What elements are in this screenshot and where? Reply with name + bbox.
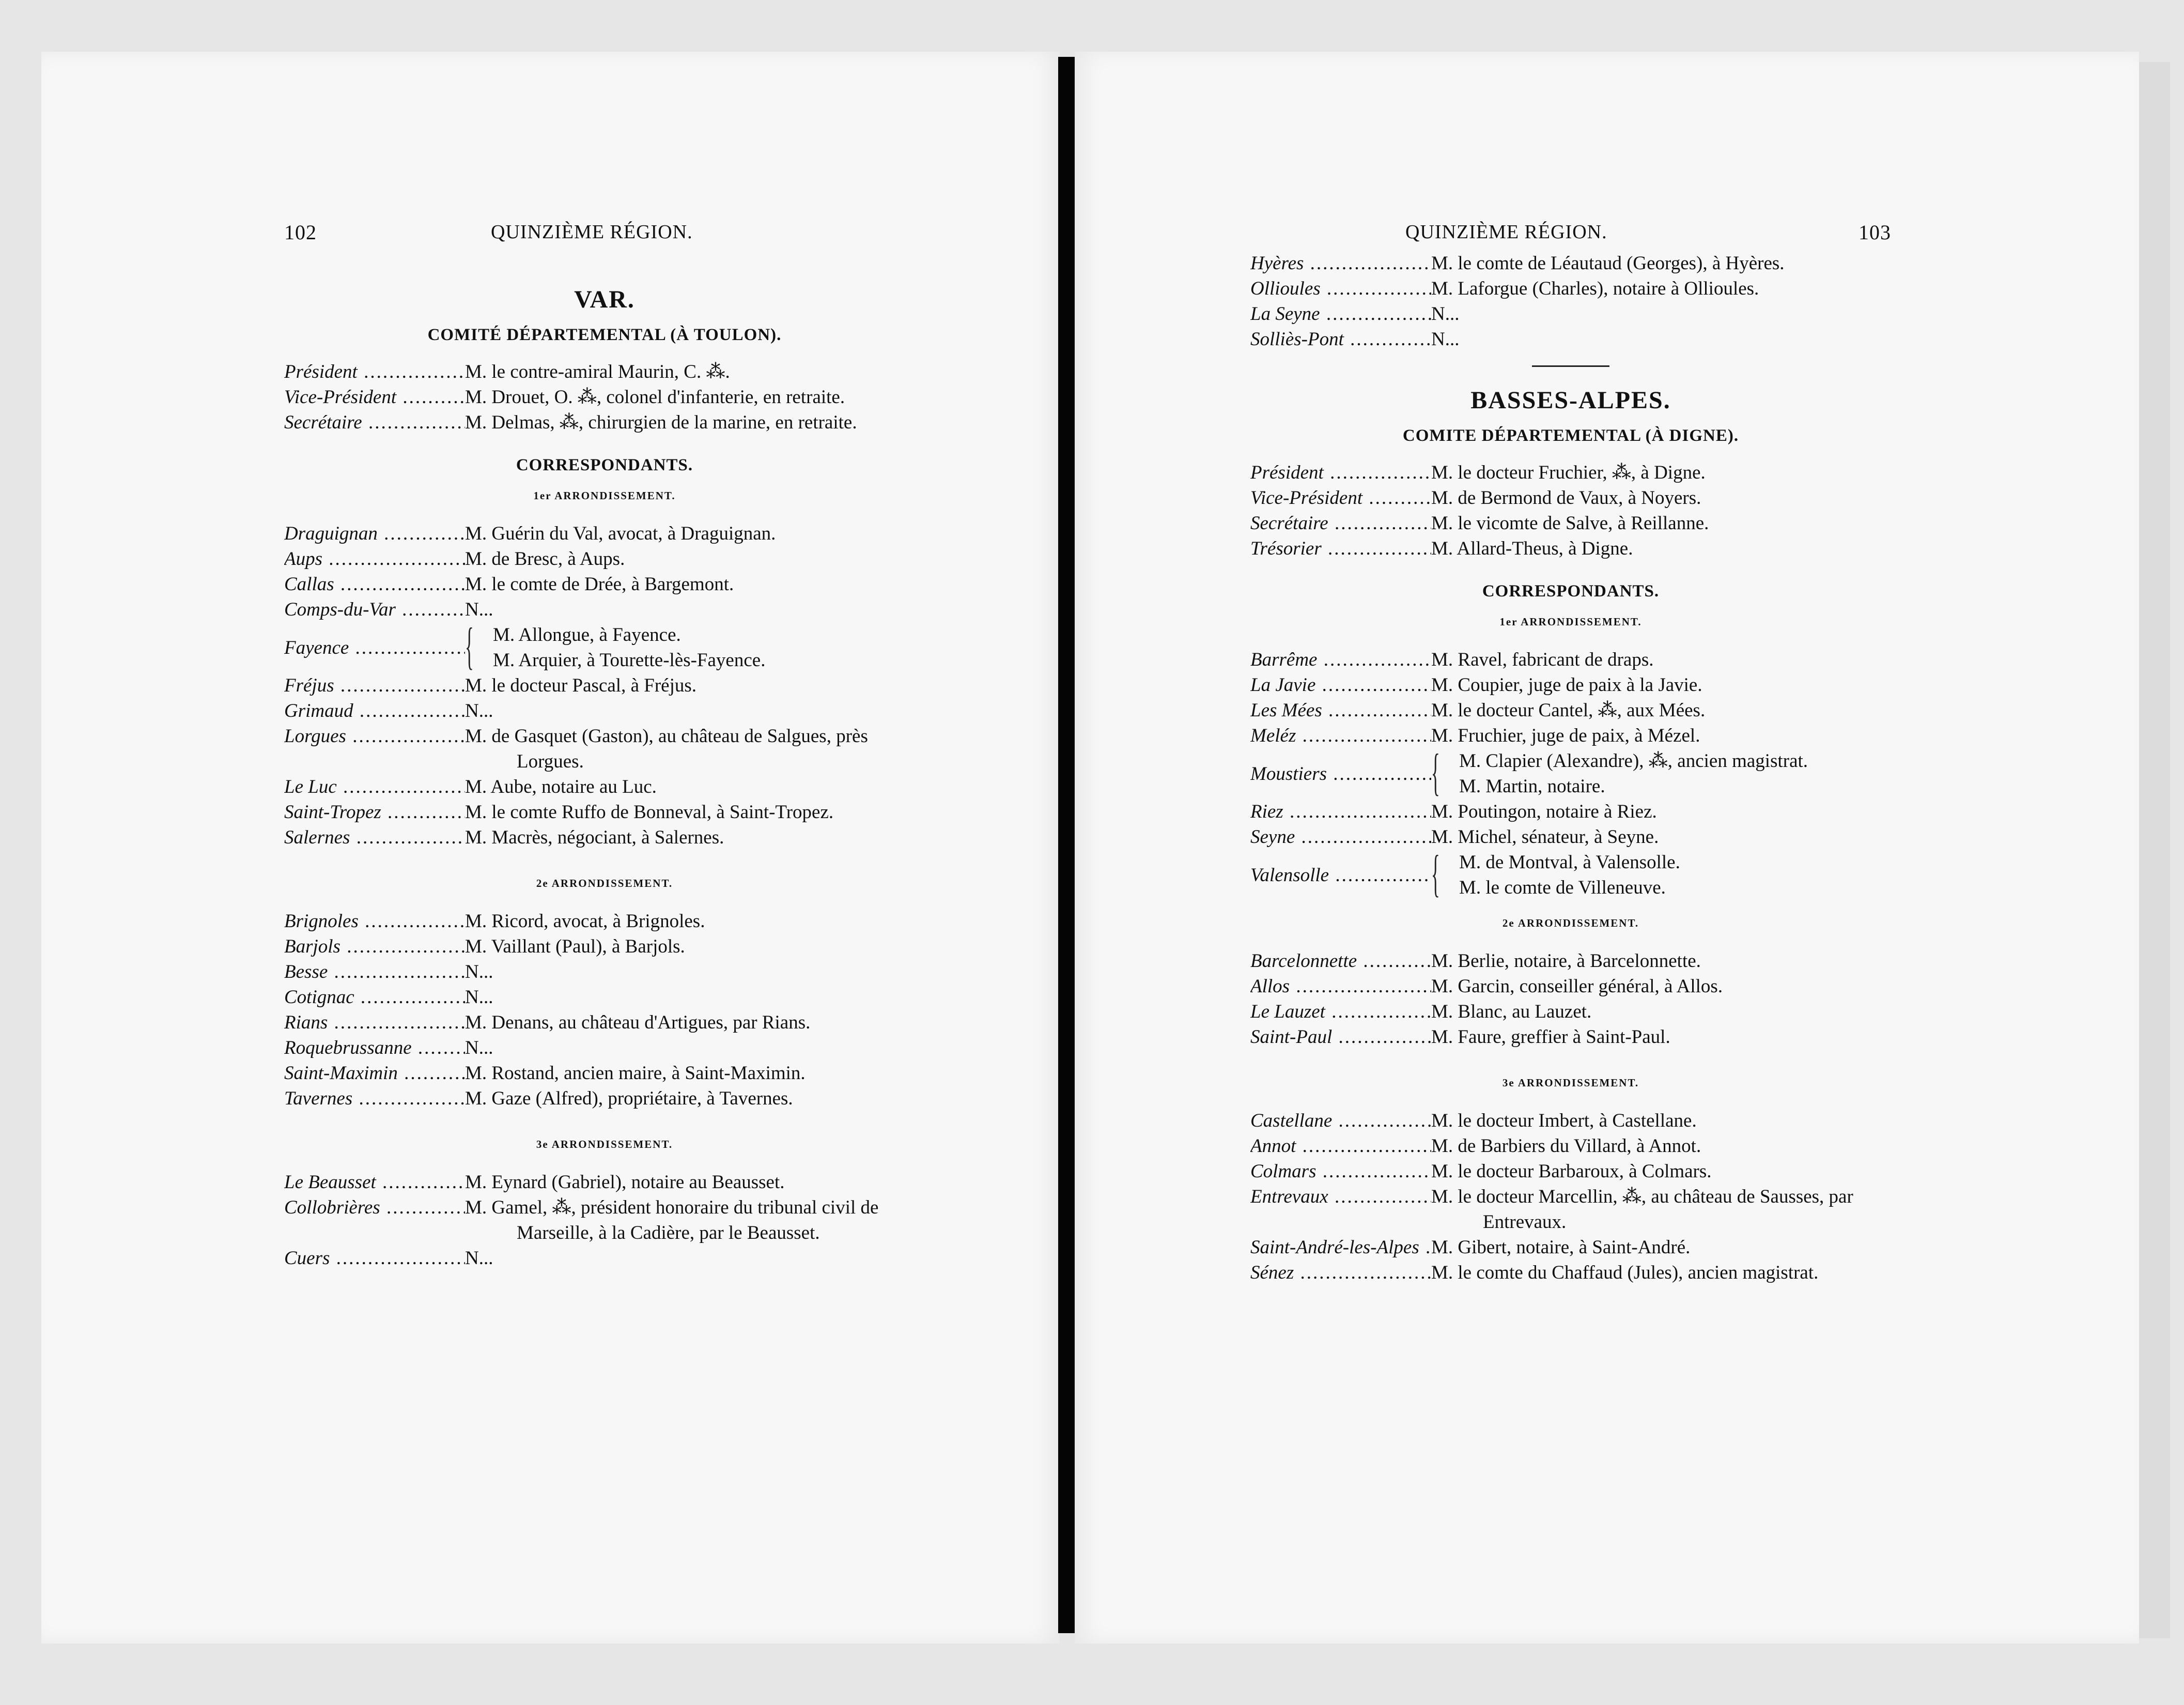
correspondent-details: [1431, 698, 1891, 723]
correspondent-row: [1250, 647, 1891, 672]
place-label: Hyères: [1250, 253, 1304, 274]
correspondent-row: [1250, 799, 1891, 824]
correspondent-row: [1250, 824, 1891, 850]
running-header: [1250, 220, 1891, 251]
correspondent-details: [1431, 723, 1891, 748]
place-label: Rians: [284, 1012, 328, 1033]
place-name: [284, 800, 465, 825]
committee-title: COMITE DÉPARTEMENTAL (À DIGNE).: [1402, 426, 1739, 445]
place-name: [284, 673, 465, 698]
correspondent-row: [284, 521, 925, 546]
correspondent-row: [284, 1170, 925, 1195]
correspondent-row: [1250, 698, 1891, 723]
correspondent-row: [1250, 1108, 1891, 1133]
correspondent-line: M. le docteur Marcellin, ⁂, au château de Sausses, par: [1431, 1186, 1853, 1207]
section-separator: [1532, 365, 1609, 367]
correspondent-line: N...: [465, 987, 493, 1008]
officer-row: [284, 410, 925, 435]
place-label: Barjols: [284, 936, 340, 957]
correspondent-line: M. Arquier, à Tourette-lès-Fayence.: [493, 650, 766, 671]
correspondent-row: [1250, 1133, 1891, 1159]
place-label: Saint-Paul: [1250, 1026, 1333, 1048]
correspondants-heading: CORRESPONDANTS.: [1482, 582, 1660, 601]
left-page: [41, 52, 1059, 1643]
place-label: Fréjus: [284, 675, 334, 696]
correspondent-row: [284, 934, 925, 959]
correspondent-details: [465, 1195, 925, 1246]
place-label: La Seyne: [1250, 303, 1320, 325]
role-label: Secrétaire: [1250, 513, 1328, 534]
correspondent-details: [465, 1086, 925, 1111]
place-name: [284, 959, 465, 985]
correspondent-line: M. Faure, greffier à Saint-Paul.: [1431, 1026, 1670, 1048]
entries-list: [1250, 251, 1891, 352]
officer-name: M. le contre-amiral Maurin, C. ⁂.: [465, 361, 730, 382]
correspondent-line: M. Fruchier, juge de paix, à Mézel.: [1431, 725, 1700, 746]
correspondent-details: [1431, 1260, 1891, 1285]
entries-list: [1250, 647, 1891, 900]
correspondent-row: [284, 673, 925, 698]
correspondent-row: [1250, 999, 1891, 1024]
correspondent-details: [1431, 251, 1891, 276]
place-name: [1250, 761, 1431, 787]
place-name: [1250, 327, 1431, 352]
place-label: Sénez: [1250, 1262, 1294, 1283]
correspondent-line: M. de Barbiers du Villard, à Annot.: [1431, 1135, 1701, 1157]
officer-role: [284, 359, 465, 385]
correspondent-line: M. de Bresc, à Aups.: [465, 548, 625, 570]
correspondent-row: [284, 985, 925, 1010]
officer-name: M. le docteur Fruchier, ⁂, à Digne.: [1431, 462, 1706, 483]
correspondent-row: [1250, 251, 1891, 276]
place-label: Tavernes: [284, 1088, 353, 1109]
place-label: La Javie: [1250, 674, 1316, 696]
correspondent-details: [465, 774, 925, 800]
correspondent-line: M. Guérin du Val, avocat, à Draguignan.: [465, 523, 776, 544]
correspondent-details: [465, 934, 925, 959]
correspondent-details: [465, 1170, 925, 1195]
place-label: Les Mées: [1250, 700, 1322, 721]
correspondent-row: [1250, 743, 1891, 801]
place-label: Cotignac: [284, 987, 354, 1008]
correspondent-row: [1250, 1184, 1891, 1235]
correspondent-details: [1459, 748, 1891, 799]
correspondent-details: [1431, 799, 1891, 824]
place-label: Solliès-Pont: [1250, 329, 1344, 350]
running-title: QUINZIÈME RÉGION.: [491, 221, 693, 243]
correspondent-details: [465, 698, 925, 724]
correspondent-line: N...: [1431, 303, 1460, 325]
correspondent-row: [284, 572, 925, 597]
correspondent-row: [1250, 327, 1891, 352]
correspondent-details: [465, 909, 925, 934]
place-name: [1250, 1024, 1431, 1050]
correspondent-row: [1250, 672, 1891, 698]
entries-list: [1250, 1108, 1891, 1285]
officer-row: [1250, 460, 1891, 485]
correspondent-line: M. Denans, au château d'Artigues, par Rians.: [465, 1012, 811, 1033]
correspondent-details: [465, 521, 925, 546]
officer-name: M. Delmas, ⁂, chirurgien de la marine, en retraite.: [465, 412, 857, 433]
correspondent-line: M. le comte du Chaffaud (Jules), ancien magistrat.: [1431, 1262, 1819, 1283]
place-label: Valensolle: [1250, 864, 1329, 886]
running-title: QUINZIÈME RÉGION.: [1405, 221, 1607, 243]
place-name: [284, 724, 465, 749]
correspondent-details: [1431, 672, 1891, 698]
officer-name: M. de Bermond de Vaux, à Noyers.: [1431, 487, 1701, 509]
officer-name: M. Drouet, O. ⁂, colonel d'infanterie, en retraite.: [465, 387, 845, 408]
correspondent-details: [1431, 948, 1891, 974]
correspondent-row: [1250, 301, 1891, 327]
correspondent-line: M. Laforgue (Charles), notaire à Ollioules.: [1431, 278, 1759, 299]
correspondent-line: M. Clapier (Alexandre), ⁂, ancien magistrat.: [1459, 750, 1808, 772]
place-name: [1250, 698, 1431, 723]
place-name: [1250, 672, 1431, 698]
place-name: [284, 546, 465, 572]
place-name: [284, 635, 465, 661]
page-edges: [2139, 62, 2170, 1638]
arrondissement-heading: 2e ARRONDISSEMENT.: [1502, 917, 1639, 929]
place-name: [1250, 1235, 1431, 1260]
entries-list: [284, 909, 925, 1111]
officer-role: [1250, 485, 1431, 511]
correspondent-details: [1431, 1024, 1891, 1050]
place-name: [1250, 863, 1431, 888]
place-label: Aups: [284, 548, 322, 570]
right-page: [1075, 52, 2139, 1643]
correspondent-line: Entrevaux.: [1483, 1211, 1567, 1233]
place-name: [1250, 301, 1431, 327]
role-label: Secrétaire: [284, 412, 362, 433]
correspondent-line: M. Eynard (Gabriel), notaire au Beausset.: [465, 1172, 785, 1193]
officer-row: [1250, 485, 1891, 511]
correspondent-row: [284, 546, 925, 572]
place-name: [284, 572, 465, 597]
officer-row: [1250, 536, 1891, 561]
place-name: [1250, 1159, 1431, 1184]
left-page-content: [284, 220, 925, 1271]
role-label: Président: [1250, 462, 1324, 483]
place-label: Riez: [1250, 801, 1283, 822]
place-name: [1250, 1133, 1431, 1159]
place-name: [284, 1086, 465, 1111]
place-label: Moustiers: [1250, 763, 1327, 785]
officer-role: [1250, 511, 1431, 536]
correspondent-details: [1431, 301, 1891, 327]
place-label: Saint-Tropez: [284, 802, 381, 823]
correspondent-details: [1431, 999, 1891, 1024]
place-name: [1250, 799, 1431, 824]
place-label: Colmars: [1250, 1161, 1316, 1182]
correspondent-details: [1431, 824, 1891, 850]
place-name: [1250, 824, 1431, 850]
correspondent-line: M. Gaze (Alfred), propriétaire, à Tavernes.: [465, 1088, 793, 1109]
correspondent-row: [1250, 1260, 1891, 1285]
brace-mark: {: [1431, 743, 1440, 801]
place-label: Saint-André-les-Alpes: [1250, 1237, 1419, 1258]
correspondent-row: [1250, 1159, 1891, 1184]
correspondent-details: [465, 1061, 925, 1086]
correspondent-row: [284, 1010, 925, 1035]
right-page-content: [1250, 220, 1891, 1285]
correspondent-details: [465, 959, 925, 985]
correspondent-line: M. Macrès, négociant, à Salernes.: [465, 827, 724, 848]
place-name: [284, 909, 465, 934]
correspondent-line: M. de Gasquet (Gaston), au château de Salgues, près: [465, 726, 868, 747]
officer-row: [284, 385, 925, 410]
correspondent-details: [465, 546, 925, 572]
place-name: [1250, 999, 1431, 1024]
correspondent-row: [1250, 948, 1891, 974]
correspondent-line: M. Poutingon, notaire à Riez.: [1431, 801, 1657, 822]
committee-title: COMITÉ DÉPARTEMENTAL (À TOULON).: [427, 326, 782, 344]
correspondent-row: [1250, 1024, 1891, 1050]
brace-mark: {: [465, 617, 474, 674]
place-name: [1250, 1108, 1431, 1133]
correspondent-line: M. de Montval, à Valensolle.: [1459, 852, 1680, 873]
place-name: [284, 1061, 465, 1086]
place-name: [284, 597, 465, 622]
place-label: Salernes: [284, 827, 350, 848]
arrondissement-heading: 3e ARRONDISSEMENT.: [536, 1138, 673, 1150]
running-header: [284, 220, 925, 251]
correspondent-row: [284, 800, 925, 825]
department-title: BASSES-ALPES.: [1470, 387, 1671, 414]
place-name: [284, 1035, 465, 1061]
correspondent-row: [284, 724, 925, 774]
correspondent-details: [465, 673, 925, 698]
correspondent-row: [284, 959, 925, 985]
place-label: Entrevaux: [1250, 1186, 1328, 1207]
arrondissement-heading: 1er ARRONDISSEMENT.: [1499, 616, 1642, 628]
correspondent-line: M. Michel, sénateur, à Seyne.: [1431, 826, 1659, 848]
correspondent-details: [1431, 327, 1891, 352]
correspondent-row: [1250, 844, 1891, 902]
place-name: [1250, 948, 1431, 974]
officers-list: [1250, 460, 1891, 561]
place-name: [284, 1170, 465, 1195]
place-label: Brignoles: [284, 911, 359, 932]
place-name: [1250, 1184, 1431, 1209]
role-label: Vice-Président: [284, 387, 397, 408]
place-label: Seyne: [1250, 826, 1295, 848]
place-name: [1250, 647, 1431, 672]
page-number: 102: [284, 221, 317, 244]
correspondent-line: M. le docteur Barbaroux, à Colmars.: [1431, 1161, 1712, 1182]
correspondants-heading: CORRESPONDANTS.: [516, 456, 693, 474]
correspondent-details: [1431, 647, 1891, 672]
place-label: Le Lauzet: [1250, 1001, 1325, 1022]
correspondent-details: [465, 1246, 925, 1271]
place-label: Collobrières: [284, 1197, 380, 1218]
place-label: Saint-Maximin: [284, 1063, 398, 1084]
correspondent-details: [1431, 276, 1891, 301]
correspondent-line: M. Aube, notaire au Luc.: [465, 776, 657, 797]
correspondent-line: N...: [1431, 329, 1460, 350]
correspondent-line: N...: [465, 700, 493, 721]
correspondent-line: M. Coupier, juge de paix à la Javie.: [1431, 674, 1702, 696]
correspondent-line: M. Vaillant (Paul), à Barjols.: [465, 936, 685, 957]
place-name: [284, 1010, 465, 1035]
correspondent-line: N...: [465, 961, 493, 982]
place-name: [1250, 251, 1431, 276]
correspondent-line: M. le comte de Drée, à Bargemont.: [465, 574, 734, 595]
place-label: Callas: [284, 574, 334, 595]
place-label: Fayence: [284, 637, 349, 658]
arrondissement-heading: 1er ARRONDISSEMENT.: [533, 489, 676, 502]
officer-row: [284, 359, 925, 385]
correspondent-details: [465, 1035, 925, 1061]
correspondent-line: M. le comte de Villeneuve.: [1459, 877, 1666, 898]
place-label: Ollioules: [1250, 278, 1321, 299]
correspondent-details: [465, 1010, 925, 1035]
correspondent-details: [493, 622, 925, 673]
correspondent-line: M. Rostand, ancien maire, à Saint-Maximin.: [465, 1063, 806, 1084]
correspondent-details: [1459, 850, 1891, 900]
place-label: Allos: [1250, 976, 1290, 997]
place-label: Castellane: [1250, 1110, 1333, 1131]
correspondent-row: [284, 825, 925, 850]
correspondent-row: [1250, 723, 1891, 748]
entries-list: [284, 1170, 925, 1271]
officer-role: [284, 385, 465, 410]
correspondent-line: N...: [465, 599, 493, 620]
correspondent-line: N...: [465, 1037, 493, 1058]
arrondissement-heading: 3e ARRONDISSEMENT.: [1502, 1077, 1639, 1089]
place-name: [1250, 723, 1431, 748]
correspondent-line: M. Berlie, notaire, à Barcelonnette.: [1431, 950, 1701, 972]
officer-name: M. Allard-Theus, à Digne.: [1431, 538, 1633, 559]
correspondent-row: [284, 774, 925, 800]
place-name: [284, 985, 465, 1010]
book-gutter: [1058, 57, 1076, 1633]
place-label: Lorgues: [284, 726, 346, 747]
place-label: Roquebrussanne: [284, 1037, 412, 1058]
correspondent-line: M. Allongue, à Fayence.: [493, 624, 681, 646]
correspondent-details: [465, 572, 925, 597]
place-label: Le Beausset: [284, 1172, 376, 1193]
officer-row: [1250, 511, 1891, 536]
department-title: VAR.: [574, 286, 635, 313]
correspondent-line: Lorgues.: [517, 751, 584, 772]
correspondent-row: [1250, 276, 1891, 301]
place-label: Barrême: [1250, 649, 1318, 670]
correspondent-row: [284, 1086, 925, 1111]
place-label: Annot: [1250, 1135, 1296, 1157]
correspondent-row: [284, 1246, 925, 1271]
entries-list: [1250, 948, 1891, 1050]
role-label: Trésorier: [1250, 538, 1322, 559]
correspondent-line: M. Blanc, au Lauzet.: [1431, 1001, 1592, 1022]
place-name: [284, 698, 465, 724]
correspondent-details: [465, 800, 925, 825]
officer-role: [1250, 536, 1431, 561]
correspondent-row: [284, 617, 925, 674]
correspondent-details: [1431, 1235, 1891, 1260]
correspondent-details: [1431, 1159, 1891, 1184]
correspondent-line: M. le docteur Pascal, à Fréjus.: [465, 675, 696, 696]
correspondent-details: [1431, 1108, 1891, 1133]
correspondent-line: M. Ricord, avocat, à Brignoles.: [465, 911, 705, 932]
correspondent-line: N...: [465, 1248, 493, 1269]
place-name: [284, 774, 465, 800]
place-name: [1250, 276, 1431, 301]
brace-mark: {: [1431, 844, 1440, 902]
correspondent-details: [465, 825, 925, 850]
correspondent-details: [465, 985, 925, 1010]
correspondent-row: [284, 698, 925, 724]
correspondent-line: M. le comte Ruffo de Bonneval, à Saint-Tropez.: [465, 802, 834, 823]
role-label: Vice-Président: [1250, 487, 1363, 509]
correspondent-line: M. le docteur Cantel, ⁂, aux Mées.: [1431, 700, 1706, 721]
place-name: [284, 521, 465, 546]
place-label: Draguignan: [284, 523, 378, 544]
correspondent-line: M. le docteur Imbert, à Castellane.: [1431, 1110, 1697, 1131]
page-number: 103: [1858, 221, 1891, 244]
role-label: Président: [284, 361, 358, 382]
officer-name: M. le vicomte de Salve, à Reillanne.: [1431, 513, 1709, 534]
correspondent-line: M. Martin, notaire.: [1459, 776, 1605, 797]
place-label: Meléz: [1250, 725, 1296, 746]
place-label: Barcelonnette: [1250, 950, 1357, 972]
correspondent-row: [1250, 1235, 1891, 1260]
correspondent-row: [284, 1035, 925, 1061]
correspondent-line: M. le comte de Léautaud (Georges), à Hyères.: [1431, 253, 1785, 274]
correspondent-row: [1250, 974, 1891, 999]
place-name: [284, 934, 465, 959]
correspondent-details: [1431, 1184, 1891, 1235]
place-label: Comps-du-Var: [284, 599, 396, 620]
arrondissement-heading: 2e ARRONDISSEMENT.: [536, 877, 673, 889]
place-name: [284, 825, 465, 850]
correspondent-line: Marseille, à la Cadière, par le Beausset.: [517, 1222, 820, 1243]
place-name: [1250, 974, 1431, 999]
officer-role: [284, 410, 465, 435]
correspondent-row: [284, 1195, 925, 1246]
correspondent-line: M. Garcin, conseiller général, à Allos.: [1431, 976, 1723, 997]
correspondent-details: [1431, 974, 1891, 999]
place-label: Cuers: [284, 1248, 330, 1269]
place-label: Le Luc: [284, 776, 337, 797]
correspondent-line: M. Gibert, notaire, à Saint-André.: [1431, 1237, 1691, 1258]
correspondent-details: [465, 724, 925, 774]
correspondent-details: [1431, 1133, 1891, 1159]
officers-list: [284, 359, 925, 435]
correspondent-line: M. Ravel, fabricant de draps.: [1431, 649, 1654, 670]
correspondent-row: [284, 597, 925, 622]
correspondent-row: [284, 909, 925, 934]
place-name: [1250, 1260, 1431, 1285]
place-label: Grimaud: [284, 700, 353, 721]
place-name: [284, 1195, 465, 1220]
place-label: Besse: [284, 961, 328, 982]
correspondent-line: M. Gamel, ⁂, président honoraire du tribunal civil de: [465, 1197, 879, 1218]
place-name: [284, 1246, 465, 1271]
entries-list: [284, 521, 925, 850]
correspondent-details: [465, 597, 925, 622]
correspondent-row: [284, 1061, 925, 1086]
officer-role: [1250, 460, 1431, 485]
